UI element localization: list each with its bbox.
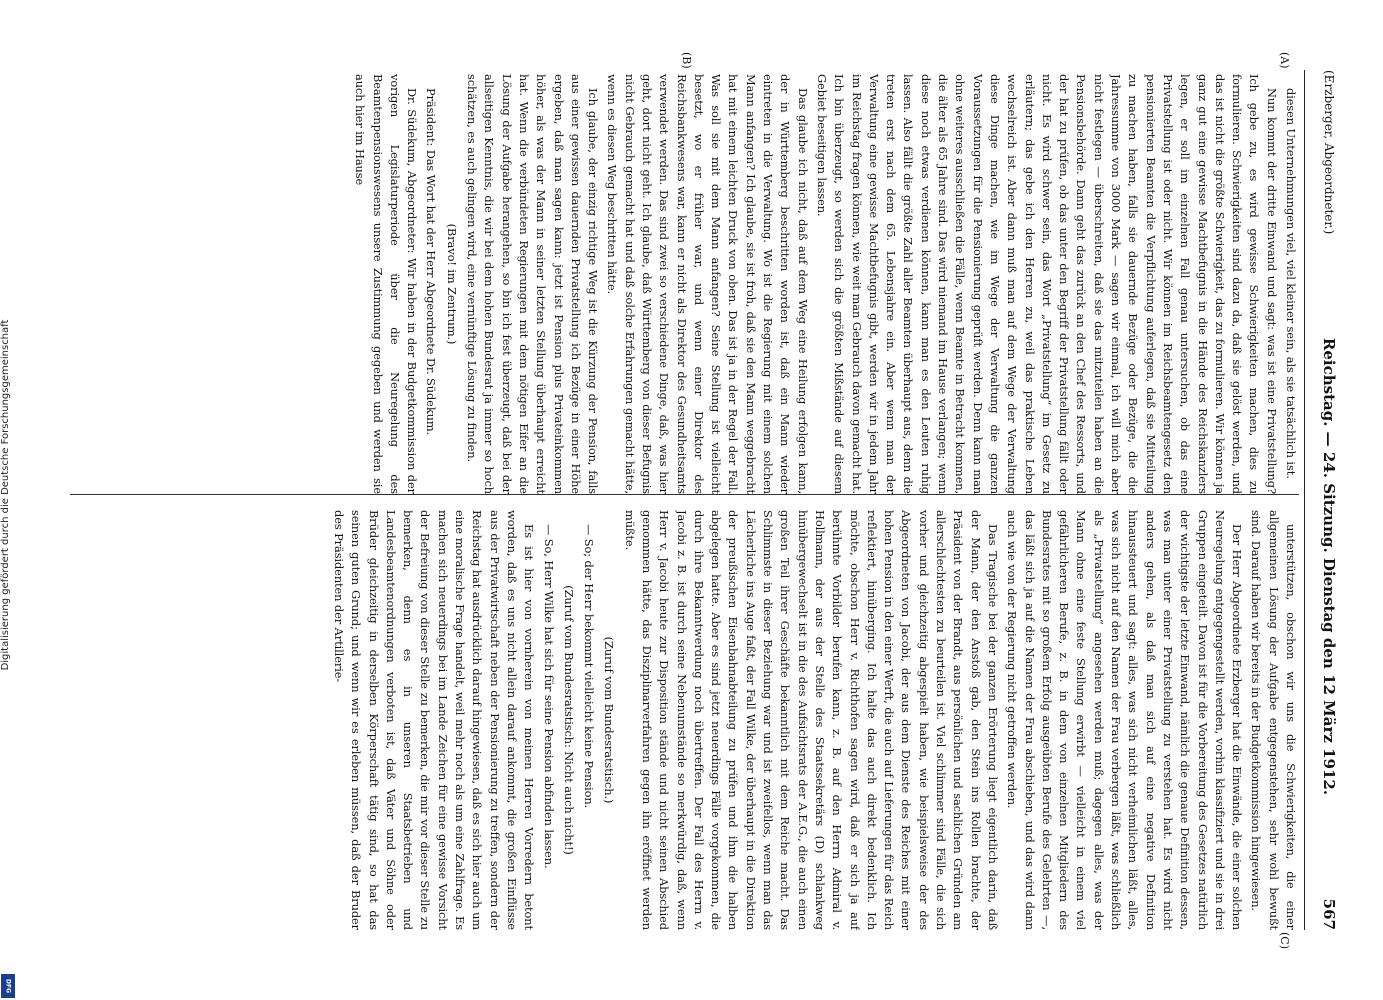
left-column <box>70 74 1299 494</box>
paragraph: unterstützen, obschon wir uns die Schwierigkeiten, die einer allgemeinen Lösung der Aufgabe entgegenstehen, sehr wohl bewußt sind. Darauf haben wir bereits in der Budgetkommission hingewiesen. <box>1249 510 1298 930</box>
interjection: (Zuruf vom Bundesratstisch: Nicht auch nicht!) <box>561 585 576 855</box>
interjection: (Zuruf vom Bundesratstisch.) <box>602 636 617 804</box>
page-title: Reichstag. — 24. Sitzung. Dienstag den 12 März 1912. <box>1320 337 1338 796</box>
speaker-tag: (Erzberger, Abgeordneter.) <box>1322 70 1336 235</box>
paragraph: Ich glaube, der einzig richtige Weg ist die Kürzung der Pension, falls aus einer gewissen dauernden Privatstellung ich Bezüge in einer Höhe ergeben, daß man sagen kann: jetzt ist Pension plus Privateinkommen höher, als was der Mann in seiner letzten Stellung überhaupt erreicht hat. Wenn die verbündeten Regierungen mit dem nötigen Eifer an die Lösung der Aufgabe herangehen, so bin ich fest überzeugt, daß bei der allseitigen Kenntnis, die wir bei dem hohen Bundesrat ja immer so hoch schätzen, es auch gelingen wird, eine vernünftige Lösung zu finden. <box>465 74 601 494</box>
right-column <box>70 510 1299 930</box>
header-rule <box>1304 70 1305 930</box>
interjection: (Bravo! im Zentrum.) <box>444 223 459 345</box>
digitization-sidebar <box>0 0 20 1000</box>
paragraph: diesen Unternehmungen viel, viel kleiner sein, als sie tatsächlich ist. <box>1284 88 1298 479</box>
paragraph: Das glaube ich nicht, daß auf dem Weg eine Heilung erfolgen kann, der in Württemberg beschritten worden ist, daß ein Mann wieder eintreten in die Verwaltung. Wo ist die Regierung mit einem solchen Mann anfangen? Ich glaube, sie ist froh, daß sie den Mann weggebracht hat mit einem leichten Druck von oben. Das ist ja in der Regel der Fall. Was soll sie mit dem Mann anfangen? Seine Stellung ist vielleicht besetzt, wo er früher war, und wenn einer Direktor des Reichsbankwesens war, kann er nicht als Direktor des Gesundheitsamts verwendet werden. Das sind zwei so verschiedene Dinge, daß, was hier geht, dort nicht geht. Ich glaube, daß Württemberg von dieser Befugnis nicht Gebrauch gemacht hat und daß solche Erfahrungen gemacht hätte, wenn es diesen Weg beschritten hätte. <box>605 74 810 494</box>
page-number: 567 <box>1320 898 1338 930</box>
paragraph: Der Herr Abgeordnete Erzberger hat die Einwände, die einer solchen Neuregelung entgegengestellt werden, vorhin klassifiziert und sie in drei Gruppen eingeteilt. Davon ist für die Vorbereitung des Gesetzes natürlich der wichtigste der letzte Einwand, nämlich die genaue Definition dessen, was man unter einer Privatstellung zu verstehen hat. Es wird nicht anders gehen, als daß man sich auf eine negative Definition hinaussteuert und sagt: alles, was sich nicht verheimlichen läßt, alles, was sich nicht auf den Namen der Frau verbergen läßt, was schließlich als „Privatstellung“ angesehen werden muß; dagegen alles, was der Mann ohne eine feste Stellung erwirbt — vielleicht in einem viel gefährlicheren Berufe, z. B. in dem von einzelnen Mitgliedern des Bundesrates mit so großem Erfolg ausgeübten Berufe des Gelehrten —, das läßt sich ja auf die Namen der Frau abschieben, und das wird dann auch wie von der Regierung nicht getroffen werden. <box>1005 510 1245 930</box>
column-divider <box>70 494 1299 495</box>
margin-marker-b: (B) <box>680 52 693 69</box>
paragraph: — So, Herr Wilke hat sich für seine Pension abfinden lassen. <box>541 524 556 869</box>
dfg-credit: Digitalisierung gefördert durch die Deutsche Forschungsgemeinschaft <box>0 319 11 671</box>
margin-marker-a: (A) <box>1278 52 1291 69</box>
paragraph: Es ist hier von vornherein von meinen Herren Vorredern betont worden, daß es uns nicht allein darauf ankommt, die großen Einflüsse aus der Privatwirtschaft neben der Pensionierung zu treffen, sondern der Reichstag hat ausdrücklich darauf hingewiesen, daß es sich hier auch um eine moralische Frage handelt, weil mehr noch als um eine Zahlfrage. Es machen sich neuerdings bei im Lande Zeichen für eine gewisse Vorsicht der Befreiung von dieser Stelle zu bemerken, die mir vor dieser Stelle zu bemerken, denn es in unseren Staatsbetrieben und Landesbeamtenordnungen verboten ist, daß Väter und Söhne oder Brüder gleichzeitig in derselben Körperschaft tätig sind, so hat das seinen guten Grund; und wenn wir es erleben müssen, daß der Bruder des Präsidenten der Artillerie- <box>331 510 537 930</box>
paragraph: — So; der Herr bekommt vielleicht keine Pension. <box>582 524 597 809</box>
paragraph: Nun kommt der dritte Einwand und sagt: was ist eine Privatstellung? Ich gebe zu, es wird gewisse Schwierigkeiten machen, dies zu formulieren. Schwierigkeiten sind dazu da, daß sie gelöst werden, und das ist nicht die größte Schwierigkeit, das zu formulieren. Wir können ja ganz gut eine gewisse Machtbefugnis in die Hände des Reichskanzlers legen, er soll im einzelnen Fall genau untersuchen, ob das eine Privatstellung ist oder nicht. Wir können im Reichsbeamtengesetz den pensionierten Beamten die Verpflichtung auferlegen, daß sie Mitteilung zu machen haben, falls sie dauernde Bezüge oder Bezüge, die die Jahressumme von 3000 Mark — sagen wir einmal, ich will mich aber nicht festlegen — überschreiten, daß sie das mitzuteilen haben an die Pensionsbehörde. Dann geht das zurück an den Chef des Ressorts, und der hat zu prüfen, ob das unter den Begriff der Privatstellung fällt oder nicht. Es wird schwer sein, das Wort „Privatstellung“ im Gesetz zu erläutern; das gebe ich den Herren zu, weil das praktische Leben wechselreich ist. Aber dann muß man auf dem Wege der Verwaltung diese Dinge machen, wie im Wege der Verwaltung die ganzen Voraussetzungen für die Pensionierung geprüft werden. Denn kann man ohne weiteres ausschließen die Fälle, wenn Beamte in Betracht kommen, die älter als 65 Jahre sind. Das wird niemand im Hause verlangen; wenn diese noch etwas verdienen können, kann man es den Leuten ruhig lassen. Also fällt die größte Zahl aller Beamten überhaupt aus, denn die treten erst nach dem 65. Lebensjahre ein. Aber wenn man der Verwaltung eine gewisse Machtbefugnis gibt, werden wir in jedem Jahr im Reichstag fragen können, wie weit man Gebrauch davon gemacht hat. Ich bin überzeugt, so werden sich die größten Mißstände auf diesem Gebiet beseitigen lassen. <box>814 74 1279 494</box>
paragraph: Präsident: Das Wort hat der Herr Abgeordnete Dr. Südekum. <box>424 88 439 436</box>
margin-marker-c: (C) <box>1278 932 1291 949</box>
page-header <box>1309 70 1349 930</box>
dfg-logo-icon: DFG <box>1 974 15 998</box>
paragraph: Dr. Südekum, Abgeordneter: Wir haben in der Budgetkommission der vorigen Legislaturperiode über die Neuregelung des Beamtenpensionswesens unsere Zustimmung gegeben und werden sie auch hier im Hause <box>353 74 420 494</box>
paragraph: Das Tragische bei der ganzen Erörterung liegt eigentlich darin, daß der Mann, der den Anstoß gab, den Stein ins Rollen brachte, der Präsident von der Brandt, aus persönlichen und sachlichen Gründen am allerschlechtesten zu beurteilen ist. Viel schlimmer sind Fälle, die sich vorher und gleichzeitig abgespielt haben, wie beispielsweise der des Abgeordneten von Jacobi, der aus dem Dienste des Reiches mit einer hohen Pension in den einer Werft, die auch auf Lieferungen für das Reich reflektiert, hinüberging. Ich halte das auch direkt bedenklich. Ich möchte, obschon Herr v. Richthofen sagen wird, daß er sich ja auf berühmte Vorbilder berufen kann, z. B. auf den Herrn Admiral v. Hollmann, der aus der Stelle des Staatssekretärs (D) schlankweg hinübergewechselt ist in die des Aufsichtsrats der A.E.G., die auch einen großen Teil ihrer Geschäfte bekanntlich mit dem Reiche macht. Das Schlimmste in dieser Beziehung war und ist zweifellos, wenn man das Lächerliche ins Auge faßt, der Fall Wilke, der überhaupt in die Direktion der preußischen Eisenbahnabteilung zu prüfen und ihm die halben abgelegen hatte. Aber es sind jetzt neuerdings Fälle vorgekommen, die durch ihre Bekanntwerdung noch übertreffen. Der Fall des Herrn v. Jacobi z. B. ist durch seine Nebenumstände so merkwürdig, daß, wenn Herr v. Jacobi heute zur Disposition stände und nicht seinen Abschied genommen hätte, das Disziplinarverfahren gegen ihn eröffnet werden müßte. <box>622 510 1000 930</box>
